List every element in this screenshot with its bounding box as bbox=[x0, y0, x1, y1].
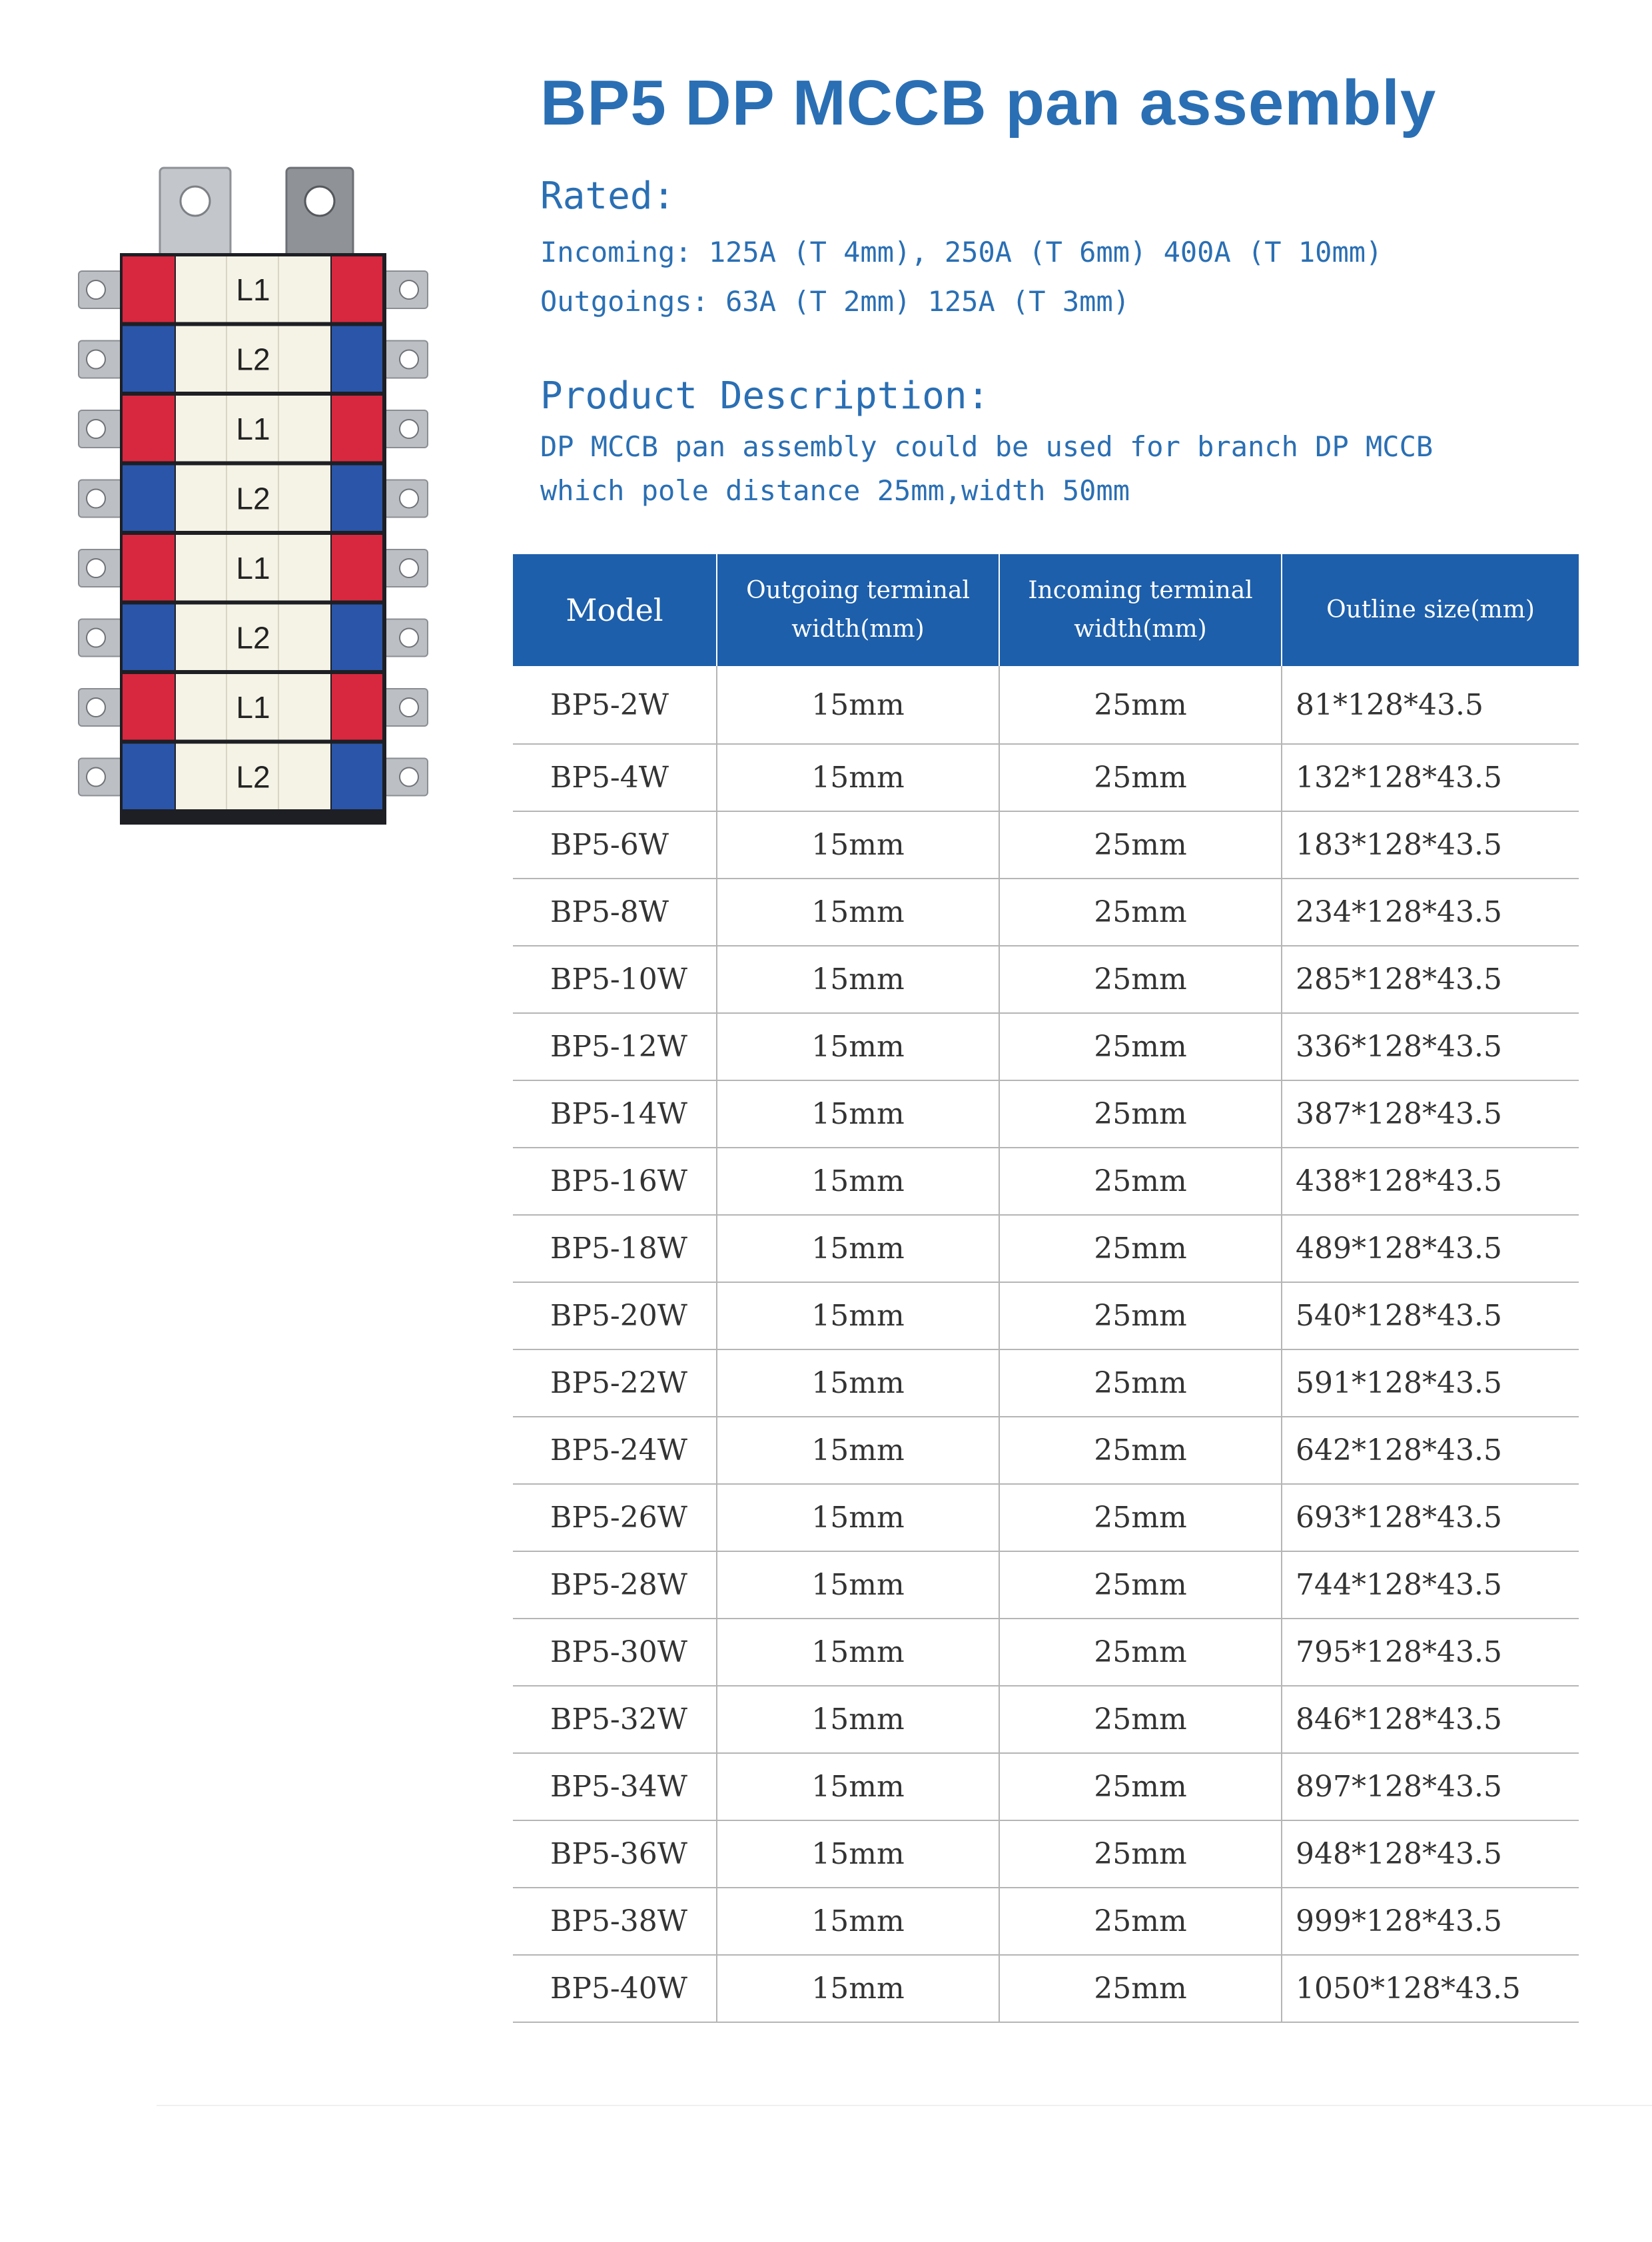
outgoing-width-cell: 15mm bbox=[717, 1955, 999, 2022]
table-row bbox=[513, 1955, 1579, 2022]
pole-row bbox=[123, 744, 382, 810]
pole-row bbox=[123, 396, 382, 462]
ear-hole bbox=[87, 629, 105, 647]
model-cell: BP5-10W bbox=[513, 946, 717, 1013]
outgoing-width-cell: 15mm bbox=[717, 1551, 999, 1619]
ear-hole bbox=[400, 768, 418, 787]
rated-outgoing-text: Outgoings: 63A (T 2mm) 125A (T 3mm) bbox=[540, 285, 1130, 318]
header-outline-size: Outline size(mm) bbox=[1282, 554, 1579, 666]
table-row bbox=[513, 1349, 1579, 1417]
model-cell: BP5-8W bbox=[513, 879, 717, 946]
pole-color-left bbox=[123, 326, 175, 392]
table-row bbox=[513, 1820, 1579, 1888]
description-line-1: DP MCCB pan assembly could be used for branch DP MCCB bbox=[540, 430, 1434, 463]
outline-size-cell: 642*128*43.5 bbox=[1282, 1417, 1579, 1484]
outline-size-cell: 948*128*43.5 bbox=[1282, 1820, 1579, 1888]
pole-color-right bbox=[332, 396, 382, 462]
outgoing-width-cell: 15mm bbox=[717, 666, 999, 744]
terminal-ear-left bbox=[79, 271, 123, 308]
outgoing-width-cell: 15mm bbox=[717, 1080, 999, 1148]
pole-row bbox=[123, 674, 382, 740]
pole-color-right bbox=[332, 256, 382, 322]
incoming-width-cell: 25mm bbox=[999, 1888, 1282, 1955]
pole-color-left bbox=[123, 256, 175, 322]
outgoing-width-cell: 15mm bbox=[717, 1282, 999, 1349]
outgoing-width-cell: 15mm bbox=[717, 1484, 999, 1551]
incoming-width-cell: 25mm bbox=[999, 1753, 1282, 1820]
terminal-ear-right bbox=[384, 341, 428, 378]
pole-label: L2 bbox=[236, 342, 270, 377]
table-row bbox=[513, 1148, 1579, 1215]
model-cell: BP5-14W bbox=[513, 1080, 717, 1148]
model-cell: BP5-6W bbox=[513, 811, 717, 879]
ear-hole bbox=[87, 350, 105, 369]
pole-color-left bbox=[123, 674, 175, 740]
pole-label: L2 bbox=[236, 759, 270, 795]
incoming-width-cell: 25mm bbox=[999, 1148, 1282, 1215]
page-title: BP5 DP MCCB pan assembly bbox=[540, 67, 1437, 139]
table-header-row bbox=[513, 554, 1579, 666]
outgoing-width-cell: 15mm bbox=[717, 879, 999, 946]
outline-size-cell: 591*128*43.5 bbox=[1282, 1349, 1579, 1417]
ear-hole bbox=[400, 629, 418, 647]
table-row bbox=[513, 666, 1579, 744]
pole-label: L1 bbox=[236, 272, 270, 307]
terminal-ear-left bbox=[79, 689, 123, 726]
incoming-width-cell: 25mm bbox=[999, 811, 1282, 879]
header-outgoing-line1: Outgoing terminal bbox=[746, 577, 970, 604]
table-row bbox=[513, 1080, 1579, 1148]
model-cell: BP5-18W bbox=[513, 1215, 717, 1282]
outgoing-width-cell: 15mm bbox=[717, 1349, 999, 1417]
ear-hole bbox=[400, 490, 418, 508]
outline-size-cell: 999*128*43.5 bbox=[1282, 1888, 1579, 1955]
terminal-ear-right bbox=[384, 759, 428, 796]
pole-color-left bbox=[123, 605, 175, 671]
outline-size-cell: 897*128*43.5 bbox=[1282, 1753, 1579, 1820]
outline-size-cell: 285*128*43.5 bbox=[1282, 946, 1579, 1013]
terminal-ear-right bbox=[384, 689, 428, 726]
incoming-width-cell: 25mm bbox=[999, 1215, 1282, 1282]
header-incoming-line1: Incoming terminal bbox=[1028, 577, 1253, 604]
incoming-width-cell: 25mm bbox=[999, 1686, 1282, 1753]
pole-color-right bbox=[332, 535, 382, 601]
outgoing-width-cell: 15mm bbox=[717, 1013, 999, 1080]
terminal-ear-right bbox=[384, 619, 428, 657]
outline-size-cell: 744*128*43.5 bbox=[1282, 1551, 1579, 1619]
incoming-terminals bbox=[160, 168, 353, 268]
header-incoming-width bbox=[999, 554, 1282, 666]
incoming-width-cell: 25mm bbox=[999, 879, 1282, 946]
pole-color-right bbox=[332, 466, 382, 532]
table-row bbox=[513, 1013, 1579, 1080]
ear-hole bbox=[400, 420, 418, 438]
pole-color-right bbox=[332, 744, 382, 810]
rated-incoming-text: Incoming: 125A (T 4mm), 250A (T 6mm) 400A (T 10mm) bbox=[540, 236, 1383, 268]
incoming-width-cell: 25mm bbox=[999, 1417, 1282, 1484]
ear-hole bbox=[87, 768, 105, 787]
outline-size-cell: 540*128*43.5 bbox=[1282, 1282, 1579, 1349]
terminal-ear-left bbox=[79, 550, 123, 587]
table-row bbox=[513, 1888, 1579, 1955]
table-row bbox=[513, 1417, 1579, 1484]
ear-hole bbox=[400, 280, 418, 299]
description-line-2: which pole distance 25mm,width 50mm bbox=[540, 474, 1130, 507]
table-row bbox=[513, 811, 1579, 879]
terminal-ear-left bbox=[79, 410, 123, 448]
model-cell: BP5-2W bbox=[513, 666, 717, 744]
incoming-width-cell: 25mm bbox=[999, 1282, 1282, 1349]
table-row bbox=[513, 1686, 1579, 1753]
terminal-ear-right bbox=[384, 480, 428, 518]
model-cell: BP5-34W bbox=[513, 1753, 717, 1820]
outline-size-cell: 183*128*43.5 bbox=[1282, 811, 1579, 879]
model-cell: BP5-32W bbox=[513, 1686, 717, 1753]
footer-divider bbox=[157, 2105, 1652, 2106]
outgoing-width-cell: 15mm bbox=[717, 1215, 999, 1282]
table-row bbox=[513, 1619, 1579, 1686]
outline-size-cell: 132*128*43.5 bbox=[1282, 744, 1579, 811]
product-photo bbox=[67, 160, 440, 833]
incoming-width-cell: 25mm bbox=[999, 1349, 1282, 1417]
table-row bbox=[513, 1215, 1579, 1282]
ear-hole bbox=[400, 350, 418, 369]
pole-row bbox=[123, 326, 382, 392]
pole-color-left bbox=[123, 396, 175, 462]
terminal-ear-left bbox=[79, 341, 123, 378]
pole-color-left bbox=[123, 466, 175, 532]
outgoing-width-cell: 15mm bbox=[717, 1888, 999, 1955]
ear-hole bbox=[400, 559, 418, 577]
outgoing-width-cell: 15mm bbox=[717, 1820, 999, 1888]
model-cell: BP5-38W bbox=[513, 1888, 717, 1955]
pole-color-left bbox=[123, 744, 175, 810]
table-row bbox=[513, 1484, 1579, 1551]
pole-color-right bbox=[332, 326, 382, 392]
table-row bbox=[513, 1753, 1579, 1820]
incoming-width-cell: 25mm bbox=[999, 666, 1282, 744]
table-row bbox=[513, 946, 1579, 1013]
outgoing-width-cell: 15mm bbox=[717, 1417, 999, 1484]
model-cell: BP5-12W bbox=[513, 1013, 717, 1080]
outgoing-width-cell: 15mm bbox=[717, 1148, 999, 1215]
outline-size-cell: 795*128*43.5 bbox=[1282, 1619, 1579, 1686]
pole-label: L1 bbox=[236, 690, 270, 725]
outgoing-width-cell: 15mm bbox=[717, 811, 999, 879]
model-cell: BP5-22W bbox=[513, 1349, 717, 1417]
pole-row bbox=[123, 256, 382, 322]
incoming-width-cell: 25mm bbox=[999, 744, 1282, 811]
outline-size-cell: 336*128*43.5 bbox=[1282, 1013, 1579, 1080]
ear-hole bbox=[87, 280, 105, 299]
pole-label: L2 bbox=[236, 620, 270, 655]
header-incoming-line2: width(mm) bbox=[1074, 615, 1207, 643]
model-cell: BP5-26W bbox=[513, 1484, 717, 1551]
terminal-ear-right bbox=[384, 271, 428, 308]
incoming-width-cell: 25mm bbox=[999, 1619, 1282, 1686]
pole-label: L1 bbox=[236, 551, 270, 585]
terminal-ear-left bbox=[79, 619, 123, 657]
pole-color-right bbox=[332, 605, 382, 671]
outline-size-cell: 234*128*43.5 bbox=[1282, 879, 1579, 946]
pole-row bbox=[123, 466, 382, 532]
model-cell: BP5-30W bbox=[513, 1619, 717, 1686]
model-cell: BP5-36W bbox=[513, 1820, 717, 1888]
terminal-ear-left bbox=[79, 480, 123, 518]
model-cell: BP5-40W bbox=[513, 1955, 717, 2022]
incoming-width-cell: 25mm bbox=[999, 1820, 1282, 1888]
outline-size-cell: 846*128*43.5 bbox=[1282, 1686, 1579, 1753]
terminal-ear-left bbox=[79, 759, 123, 796]
pole-label: L2 bbox=[236, 481, 270, 516]
pole-label: L1 bbox=[236, 412, 270, 446]
pole-row bbox=[123, 535, 382, 601]
model-cell: BP5-20W bbox=[513, 1282, 717, 1349]
pole-color-right bbox=[332, 674, 382, 740]
pole-color-left bbox=[123, 535, 175, 601]
header-outgoing-width bbox=[717, 554, 999, 666]
incoming-width-cell: 25mm bbox=[999, 1551, 1282, 1619]
incoming-width-cell: 25mm bbox=[999, 1013, 1282, 1080]
ear-hole bbox=[87, 559, 105, 577]
ear-hole bbox=[87, 420, 105, 438]
ear-hole bbox=[400, 698, 418, 717]
outline-size-cell: 387*128*43.5 bbox=[1282, 1080, 1579, 1148]
pole-row bbox=[123, 605, 382, 671]
outgoing-width-cell: 15mm bbox=[717, 1753, 999, 1820]
outline-size-cell: 438*128*43.5 bbox=[1282, 1148, 1579, 1215]
ear-hole bbox=[87, 698, 105, 717]
outgoing-width-cell: 15mm bbox=[717, 1619, 999, 1686]
header-model: Model bbox=[513, 554, 717, 666]
table-row bbox=[513, 1551, 1579, 1619]
rated-heading: Rated: bbox=[540, 175, 675, 218]
outgoing-width-cell: 15mm bbox=[717, 946, 999, 1013]
incoming-width-cell: 25mm bbox=[999, 1080, 1282, 1148]
outline-size-cell: 1050*128*43.5 bbox=[1282, 1955, 1579, 2022]
outline-size-cell: 693*128*43.5 bbox=[1282, 1484, 1579, 1551]
outline-size-cell: 489*128*43.5 bbox=[1282, 1215, 1579, 1282]
model-cell: BP5-16W bbox=[513, 1148, 717, 1215]
outline-size-cell: 81*128*43.5 bbox=[1282, 666, 1579, 744]
description-heading: Product Description: bbox=[540, 374, 990, 418]
terminal-ear-right bbox=[384, 410, 428, 448]
outgoing-width-cell: 15mm bbox=[717, 1686, 999, 1753]
terminal-ear-right bbox=[384, 550, 428, 587]
incoming-width-cell: 25mm bbox=[999, 946, 1282, 1013]
header-outgoing-line2: width(mm) bbox=[791, 615, 925, 643]
table-row bbox=[513, 744, 1579, 811]
incoming-width-cell: 25mm bbox=[999, 1955, 1282, 2022]
table-row bbox=[513, 879, 1579, 946]
model-cell: BP5-24W bbox=[513, 1417, 717, 1484]
model-cell: BP5-4W bbox=[513, 744, 717, 811]
incoming-width-cell: 25mm bbox=[999, 1484, 1282, 1551]
table-row bbox=[513, 1282, 1579, 1349]
model-cell: BP5-28W bbox=[513, 1551, 717, 1619]
model-spec-table bbox=[513, 554, 1579, 2023]
outgoing-width-cell: 15mm bbox=[717, 744, 999, 811]
ear-hole bbox=[87, 490, 105, 508]
